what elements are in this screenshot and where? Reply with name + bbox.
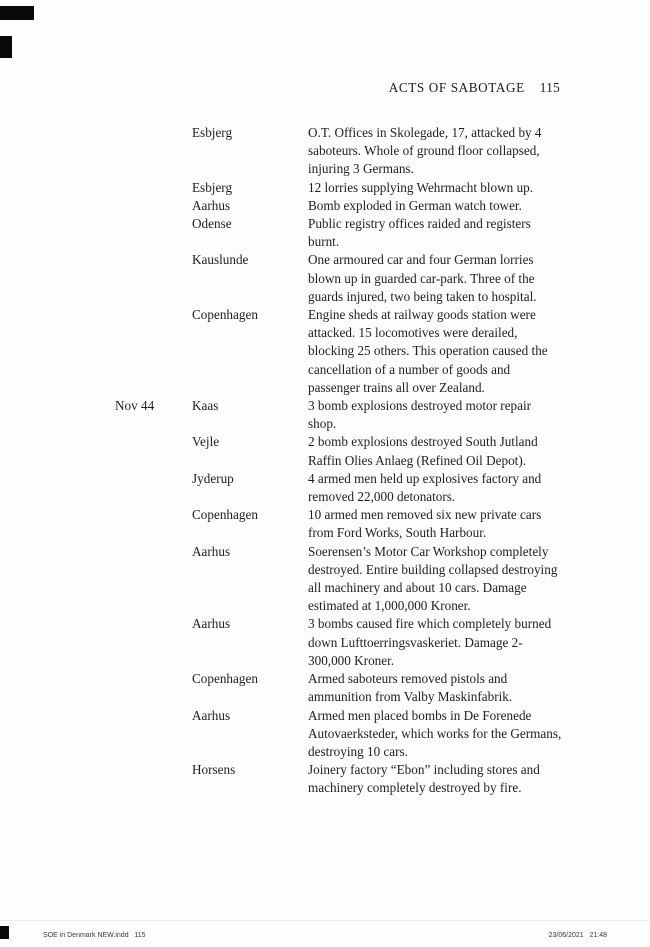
entry-description: One armoured car and four German lorries blown up in guarded car-park. Three of the guards injured, two being taken to hospital. [308,252,537,304]
table-row [115,306,562,397]
entry-place: Aarhus [192,616,231,632]
table-row [115,215,562,251]
entry-description: Armed men placed bombs in De Forenede Autovaerksteder, which works for the Germans, destroying 10 cars. [308,707,562,759]
entry-place: Copenhagen [192,507,258,523]
table-row [115,470,562,506]
table-row [115,124,562,179]
running-header [389,80,560,96]
entry-place: Copenhagen [192,671,258,687]
entry-description: Armed saboteurs removed pistols and ammunition from Valby Maskinfabrik. [308,671,513,705]
entry-place: Odense [192,216,232,232]
entry-description: O.T. Offices in Skolegade, 17, attacked by 4 saboteurs. Whole of ground floor collapsed, injuring 3 Germans. [308,125,542,177]
entry-description: 3 bombs caused fire which completely burned down Lufttoerringsvaskeriet. Damage 2-300,000 Kroner. [308,616,552,668]
entry-description: 4 armed men held up explosives factory and removed 22,000 detonators. [308,470,542,505]
entry-description: 12 lorries supplying Wehrmacht blown up. [308,179,534,195]
table-row [115,179,562,197]
entry-place: Aarhus [192,543,231,559]
entry-description: 10 armed men removed six new private cars from Ford Works, South Harbour. [308,507,542,541]
entry-place: Esbjerg [192,125,233,140]
entry-place: Horsens [192,762,236,778]
table-row [115,397,562,433]
entry-description: 3 bomb explosions destroyed motor repair shop. [308,398,532,432]
chapter-title: ACTS OF SABOTAGE [388,80,525,95]
table-row [115,707,562,762]
entry-place: Aarhus [192,197,231,213]
proof-footer [43,932,607,939]
entry-description: Engine sheds at railway goods station were attacked. 15 locomotives were derailed, blocking 25 others. This operation caused the cancellation of a number of goods and passenger trains all over Zealand. [308,307,548,395]
table-row [115,251,562,306]
entry-place: Kaas [192,398,219,414]
table-row [115,761,562,797]
table-row [115,433,562,469]
table-row [115,506,562,542]
table-row [115,197,562,215]
footer-filename: SOE in Denmark NEW.indd 115 [43,932,146,939]
page-number: 115 [539,80,560,95]
entry-description: Joinery factory “Ebon” including stores and machinery completely destroyed by fire. [308,762,540,796]
entry-place: Vejle [192,434,220,450]
entry-date: Nov 44 [115,398,155,414]
entry-place: Copenhagen [192,307,258,323]
entry-description: Bomb exploded in German watch tower. [308,197,522,213]
footer-timestamp: 23/06/2021 21:48 [548,932,607,939]
table-row [115,615,562,670]
entry-description: 2 bomb explosions destroyed South Jutland Raffin Olies Anlaeg (Refined Oil Depot). [308,434,538,468]
sabotage-table [115,124,562,798]
entry-place: Kauslunde [192,252,249,268]
table-row [115,543,562,616]
entry-description: Public registry offices raided and registers burnt. [308,216,531,250]
printer-mark-bottom [0,926,9,939]
footer-divider [0,920,650,921]
table-row [115,670,562,706]
printer-mark-corner [0,6,34,20]
entry-place: Esbjerg [192,179,233,195]
entry-description: Soerensen’s Motor Car Workshop completely destroyed. Entire building collapsed destroying all machinery and about 10 cars. Damage estimated at 1,000,000 Kroner. [308,543,558,614]
entry-place: Aarhus [192,707,231,723]
printer-mark-edge [0,36,12,58]
entry-place: Jyderup [192,470,234,486]
